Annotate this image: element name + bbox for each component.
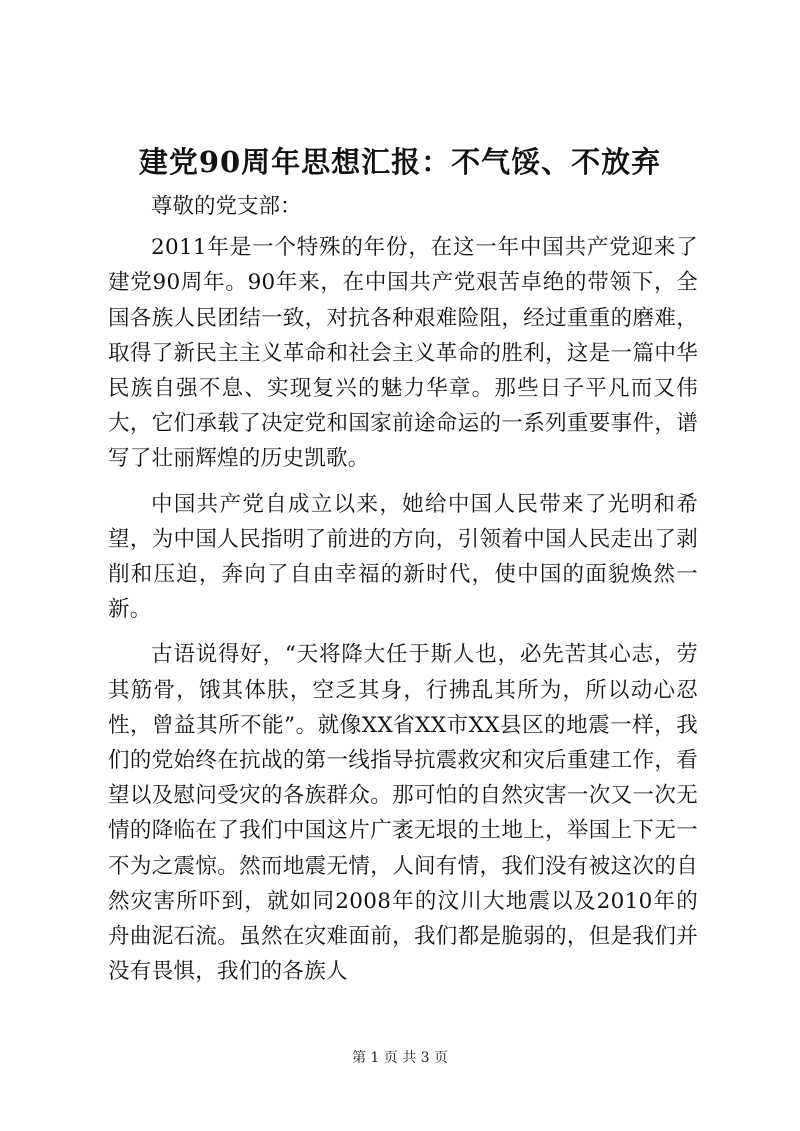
page-number-footer: 第 1 页 共 3 页	[351, 1050, 449, 1066]
paragraph-3: 古语说得好，“天将降大任于斯人也，必先苦其心志，劳其筋骨，饿其体肤，空乏其身，行拂乱其所为，所以动心忍性，曾益其所不能”。就像XX省XX市XX县区的地震一样，我们的党始终在抗战的第一线指导抗震救灾和灾后重建工作，看望以及慰问受灾的各族群众。那可怕的自然灾害一次又一次无情的降临在了我们中国这片广袤无垠的土地上，举国上下无一不为之震惊。然而地震无情，人间有情，我们没有被这次的自然灾害所吓到，就如同2008年的汶川大地震以及2010年的舟曲泥石流。虽然在灾难面前，我们都是脆弱的，但是我们并没有畏惧，我们的各族人	[108, 642, 698, 985]
salutation: 尊敬的党支部：	[151, 194, 302, 219]
paragraph-1: 2011年是一个特殊的年份，在这一年中国共产党迎来了建党90周年。90年来，在中国共产党艰苦卓绝的带领下，全国各族人民团结一致，对抗各种艰难险阻，经过重重的磨难，取得了新民主主义革命和社会主义革命的胜利，这是一篇中华民族自强不息、实现复兴的魅力华章。那些日子平凡而又伟大，它们承载了决定党和国家前途命运的一系列重要事件，谱写了壮丽辉煌的历史凯歌。	[108, 235, 698, 472]
document-body	[108, 189, 698, 999]
paragraph-2: 中国共产党自成立以来，她给中国人民带来了光明和希望，为中国人民指明了前进的方向，引领着中国人民走出了剥削和压迫，奔向了自由幸福的新时代，使中国的面貌焕然一新。	[108, 491, 698, 623]
document-title: 建党90周年思想汇报：不气馁、不放弃	[138, 145, 662, 179]
